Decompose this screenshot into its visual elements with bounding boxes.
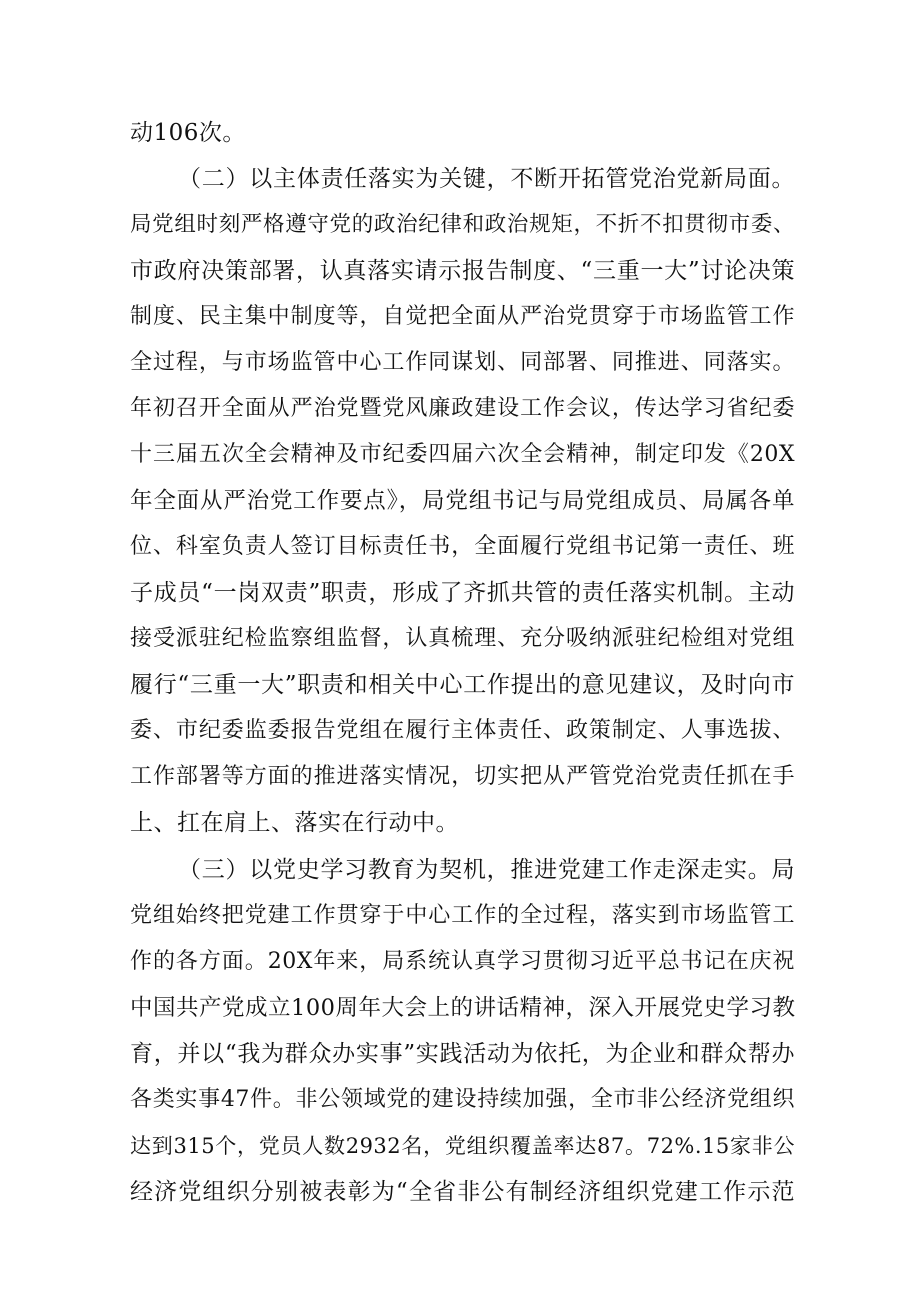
- text-line: 委、市纪委监委报告党组在履行主体责任、政策制定、人事选拔、: [130, 718, 795, 743]
- text-line: 制度、民主集中制度等，自觉把全面从严治党贯穿于市场监管工作: [130, 304, 795, 329]
- text-line: 中国共产党成立100周年大会上的讲话精神，深入开展党史学习教: [130, 995, 796, 1021]
- text-line: 市政府决策部署，认真落实请示报告制度、“三重一大”讨论决策: [130, 258, 795, 284]
- text-line: 位、科室负责人签订目标责任书，全面履行党组书记第一责任、班: [130, 534, 795, 559]
- text-line: 达到315个，党员人数2932名，党组织覆盖率达87。72%.15家非公: [130, 1134, 795, 1158]
- text-line: 经济党组织分别被表彰为“全省非公有制经济组织党建工作示范: [130, 1179, 795, 1205]
- text-line: 各类实事47件。非公领域党的建设持续加强，全市非公经济党组织: [130, 1087, 795, 1112]
- text-line: 动106次。: [130, 120, 246, 146]
- text-line: 子成员“一岗双责”职责，形成了齐抓共管的责任落实机制。主动: [130, 580, 795, 606]
- text-line: 上、扛在肩上、落实在行动中。: [130, 810, 459, 836]
- text-line: 履行“三重一大”职责和相关中心工作提出的意见建议，及时向市: [130, 672, 795, 698]
- text-line: 局党组时刻严格遵守党的政治纪律和政治规矩，不折不扣贯彻市委、: [130, 212, 795, 237]
- text-line: 育，并以“我为群众办实事”实践活动为依托，为企业和群众帮办: [130, 1041, 795, 1067]
- text-line: 党组始终把党建工作贯穿于中心工作的全过程，落实到市场监管工: [130, 903, 795, 928]
- text-line: 作的各方面。20X年来，局系统认真学习贯彻习近平总书记在庆祝: [130, 949, 795, 974]
- text-line: 年全面从严治党工作要点》，局党组书记与局党组成员、局属各单: [130, 488, 795, 514]
- text-line: 接受派驻纪检监察组监督，认真梳理、充分吸纳派驻纪检组对党组: [130, 626, 795, 651]
- text-line: 工作部署等方面的推进落实情况，切实把从严管党治党责任抓在手: [130, 764, 795, 789]
- section-heading-line: （三）以党史学习教育为契机，推进党建工作走深走实。局: [178, 857, 795, 883]
- text-line: 十三届五次全会精神及市纪委四届六次全会精神，制定印发《20X: [130, 442, 795, 467]
- text-line: 年初召开全面从严治党暨党风廉政建设工作会议，传达学习省纪委: [130, 396, 795, 421]
- text-line: 全过程，与市场监管中心工作同谋划、同部署、同推进、同落实。: [130, 350, 795, 375]
- section-heading-line: （二）以主体责任落实为关键，不断开拓管党治党新局面。: [178, 166, 795, 192]
